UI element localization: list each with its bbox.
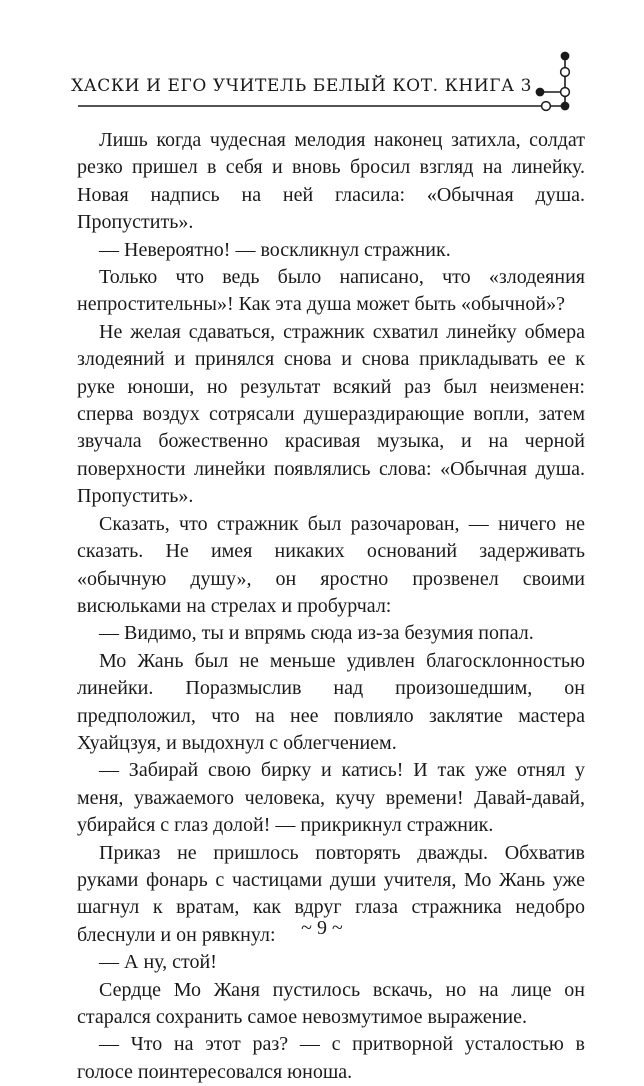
paragraph: Лишь когда чудесная мелодия наконец затихла, солдат резко пришел в себя и вновь бросил взгляд на линейку. Новая надпись на ней гласила: «Обычная душа. Пропустить». xyxy=(77,129,585,234)
main-text xyxy=(77,127,585,1086)
page-header xyxy=(0,0,644,115)
paragraph: Сердце Мо Жаня пустилось вскачь, но на лице он старался сохранить самое невозмутимое выражение. xyxy=(77,978,585,1028)
ornament-node-corner-filled xyxy=(561,102,570,111)
circuit-node-ornament-icon xyxy=(0,0,644,115)
paragraph: — А ну, стой! xyxy=(99,951,217,974)
ornament-node-top-filled xyxy=(561,52,570,61)
paragraph: Только что ведь было написано, что «злодеяния непростительны»! Как эта душа может быть «обычной»? xyxy=(77,266,585,316)
ornament-node-left-filled xyxy=(536,88,545,97)
ornament-node-right-open xyxy=(561,88,570,97)
paragraph: Сказать, что стражник был разочарован, — ничего не сказать. Не имея никаких оснований задерживать «обычную душу», он яростно прозвенел своими висюльками на стрелах и пробурчал: xyxy=(77,512,585,617)
paragraph: Мо Жань был не меньше удивлен благосклонностью линейки. Поразмыслив над произошедшим, он предположил, что на нее повлияло заклятие мастера Хуайцзуя, и выдохнул с облегчением. xyxy=(77,649,585,754)
paragraph: — Невероятно! — воскликнул стражник. xyxy=(99,238,451,261)
paragraph: — Что на этот раз? — с притворной усталостью в голосе поинтересовался юноша. xyxy=(77,1033,585,1083)
page-number: ~ 9 ~ xyxy=(301,917,343,939)
running-title: ХАСКИ И ЕГО УЧИТЕЛЬ БЕЛЫЙ КОТ. КНИГА 3 xyxy=(71,76,532,96)
ornament-node-bottom-open xyxy=(542,102,551,111)
paragraph: — Видимо, ты и впрямь сюда из-за безумия попал. xyxy=(99,622,534,645)
paragraph: Не желая сдаваться, стражник схватил линейку обмера злодеяний и принялся снова и снова прикладывать ее к руке юноши, но результат всякий раз был неизменен: сперва воздух сотрясали душераздирающие вопли, затем звучала божественно красивая музыка, и на черной поверхности линейки появлялись слова: «Обычная душа. Пропустить». xyxy=(77,320,585,508)
paragraph: Приказ не пришлось повторять дважды. Обхватив руками фонарь с частицами души учителя, Мо Жань уже шагнул к вратам, как вдруг глаза стражника недобро блеснули и он рявкнул: xyxy=(77,841,585,946)
paragraph: — Забирай свою бирку и катись! И так уже отнял у меня, уважаемого человека, кучу времени! Давай-давай, убирайся с глаз долой! — прикрикнул стражник. xyxy=(77,759,585,837)
ornament-node-mid-open xyxy=(561,68,570,77)
